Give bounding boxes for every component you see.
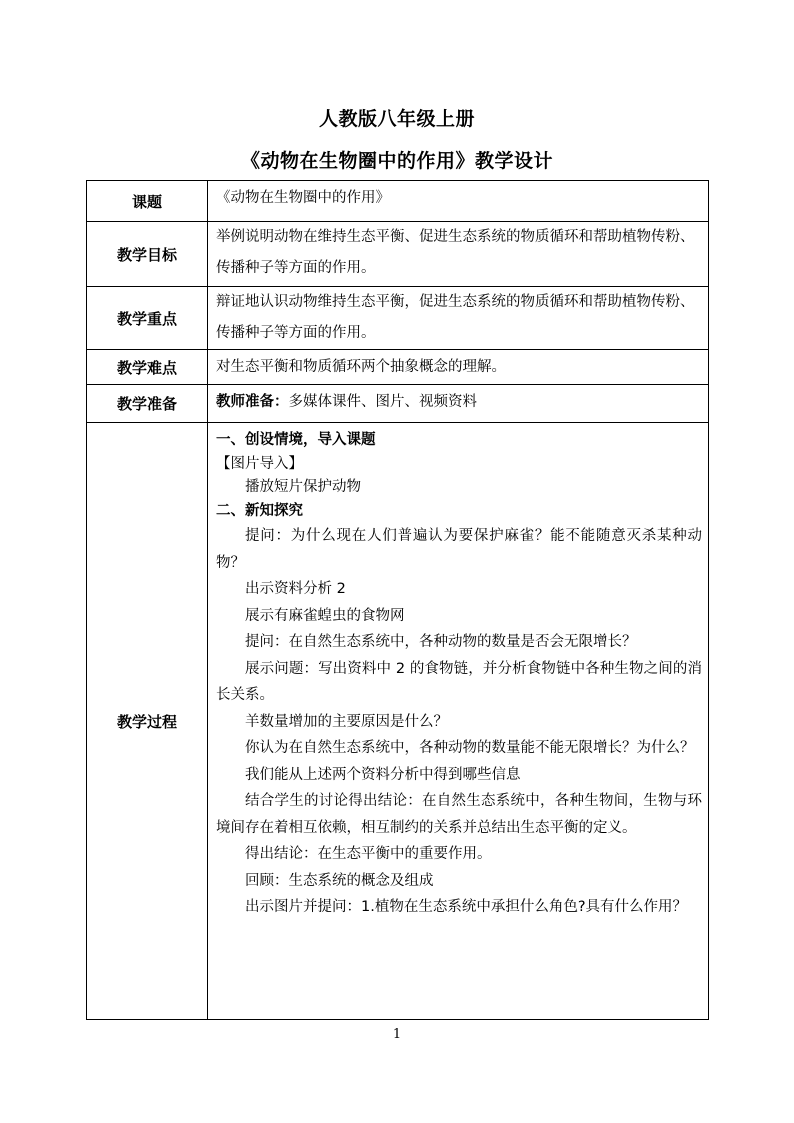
process-line: 展示有麻雀蝗虫的食物网 (245, 607, 405, 624)
process-line: 我们能从上述两个资料分析中得到哪些信息 (245, 766, 521, 783)
row-content-goal: 举例说明动物在维持生态平衡、促进生态系统的物质循环和帮助植物传粉、传播种子等方面的作用。 (208, 222, 709, 287)
row-content-difficulty: 对生态平衡和物质循环两个抽象概念的理解。 (208, 350, 709, 385)
lesson-plan-table (86, 180, 709, 1020)
row-content-topic: 《动物在生物圈中的作用》 (208, 181, 709, 222)
preparation-text: 多媒体课件、图片、视频资料 (288, 394, 477, 410)
process-line: 羊数量增加的主要原因是什么？ (245, 713, 448, 730)
process-line: 出示图片并提问：1.植物在生态系统中承担什么角色?具有什么作用？ (245, 899, 688, 916)
row-content-preparation (208, 385, 709, 423)
process-line: 播放短片保护动物 (245, 479, 361, 496)
page-number: 1 (392, 1027, 402, 1042)
row-label-preparation: 教学准备 (87, 385, 208, 423)
process-section-heading: 一、创设情境，导入课题 (216, 432, 376, 448)
table-row-key-points (87, 287, 709, 350)
row-label-key-points: 教学重点 (87, 287, 208, 350)
document-title: 人教版八年级上册 (318, 108, 475, 130)
row-label-goal: 教学目标 (87, 222, 208, 287)
process-line: 得出结论：在生态平衡中的重要作用。 (245, 846, 492, 863)
preparation-prefix: 教师准备： (216, 394, 289, 410)
process-line: 回顾：生态系统的概念及组成 (245, 872, 434, 889)
table-row-process (87, 423, 709, 1020)
table-row-topic (87, 181, 709, 222)
row-content-key-points: 辩证地认识动物维持生态平衡，促进生态系统的物质循环和帮助植物传粉、传播种子等方面的作用。 (208, 287, 709, 350)
row-label-process: 教学过程 (87, 423, 208, 1020)
row-content-process (208, 423, 709, 1020)
row-label-difficulty: 教学难点 (87, 350, 208, 385)
table-row-difficulty (87, 350, 709, 385)
process-line: 提问：为什么现在人们普遍认为要保护麻雀？能不能随意灭杀某种动物？ (216, 528, 702, 571)
document-subtitle: 《动物在生物圈中的作用》教学设计 (240, 150, 553, 172)
process-line: 提问：在自然生态系统中，各种动物的数量是否会无限增长？ (245, 634, 637, 651)
process-line: 【图片导入】 (216, 455, 303, 472)
process-line: 出示资料分析 2 (245, 581, 346, 598)
process-line: 你认为在自然生态系统中，各种动物的数量能不能无限增长？为什么？ (245, 740, 695, 757)
process-section-heading: 二、新知探究 (216, 502, 303, 519)
process-line: 结合学生的讨论得出结论：在自然生态系统中，各种生物间，生物与环境间存在着相互依赖，相互制约的关系并总结出生态平衡的定义。 (216, 793, 702, 836)
process-line: 展示问题：写出资料中 2 的食物链，并分析食物链中各种生物之间的消长关系。 (216, 660, 702, 704)
table-row-goal (87, 222, 709, 287)
table-row-preparation (87, 385, 709, 423)
row-label-topic: 课题 (87, 181, 208, 222)
